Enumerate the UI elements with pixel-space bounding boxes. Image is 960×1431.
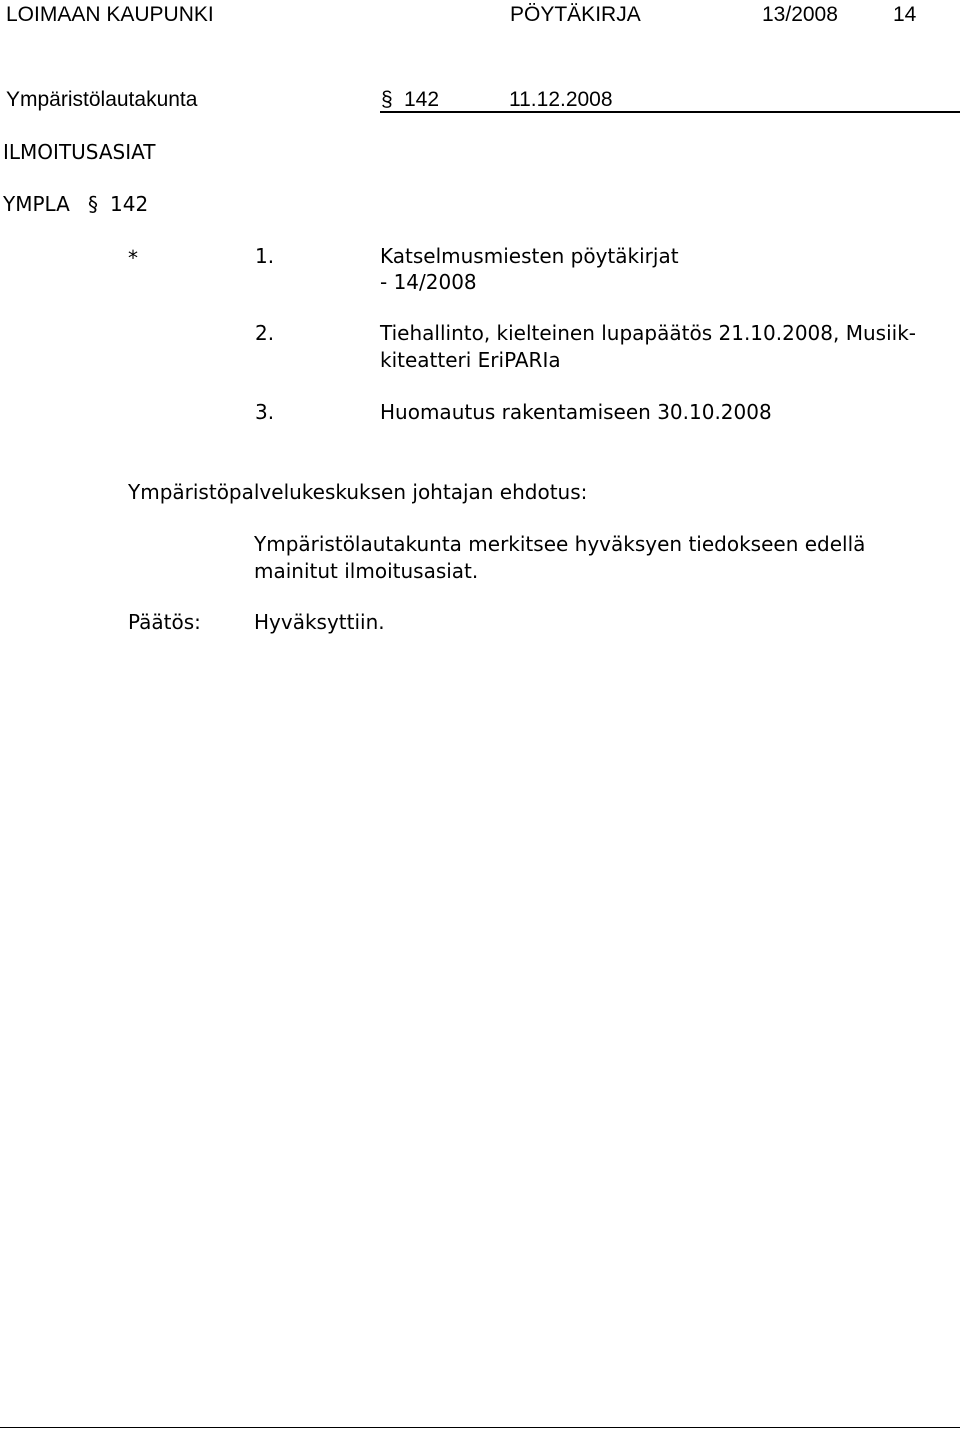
list-item-number: 3. (255, 400, 275, 424)
board-name: Ympäristölautakunta (6, 88, 198, 111)
proposal-text: Ympäristölautakunta merkitsee hyväksyen tiedokseen edellä (254, 532, 866, 556)
item-ref-number: 142 (110, 192, 149, 216)
minutes-number: 13/2008 (762, 3, 838, 26)
list-item-text-cont: kiteatteri EriPARIa (380, 348, 561, 372)
proposal-heading: Ympäristöpalvelukeskuksen johtajan ehdotus: (128, 480, 588, 504)
list-item-text: Tiehallinto, kielteinen lupapäätös 21.10.2008, Musiik- (380, 321, 916, 345)
section-number: 142 (404, 88, 440, 111)
section-symbol: § (381, 88, 393, 111)
list-item-text-cont: - 14/2008 (380, 270, 477, 294)
municipality-name: LOIMAAN KAUPUNKI (6, 3, 214, 26)
list-item-number: 1. (255, 244, 275, 268)
item-ref-code: YMPLA (3, 192, 70, 216)
list-item-text: Huomautus rakentamiseen 30.10.2008 (380, 400, 772, 424)
decision-label: Päätös: (128, 610, 201, 634)
document-type: PÖYTÄKIRJA (510, 3, 641, 26)
list-item-text: Katselmusmiesten pöytäkirjat (380, 244, 679, 268)
item-title: ILMOITUSASIAT (3, 140, 156, 164)
item-ref-symbol: § (88, 192, 98, 216)
header-rule (380, 111, 960, 113)
list-item-number: 2. (255, 321, 275, 345)
footer-rule (0, 1427, 960, 1428)
proposal-text-cont: mainitut ilmoitusasiat. (254, 559, 479, 583)
page-number: 14 (893, 3, 917, 26)
decision-text: Hyväksyttiin. (254, 610, 385, 634)
meeting-date: 11.12.2008 (509, 88, 613, 111)
confidential-marker: * (128, 246, 138, 270)
